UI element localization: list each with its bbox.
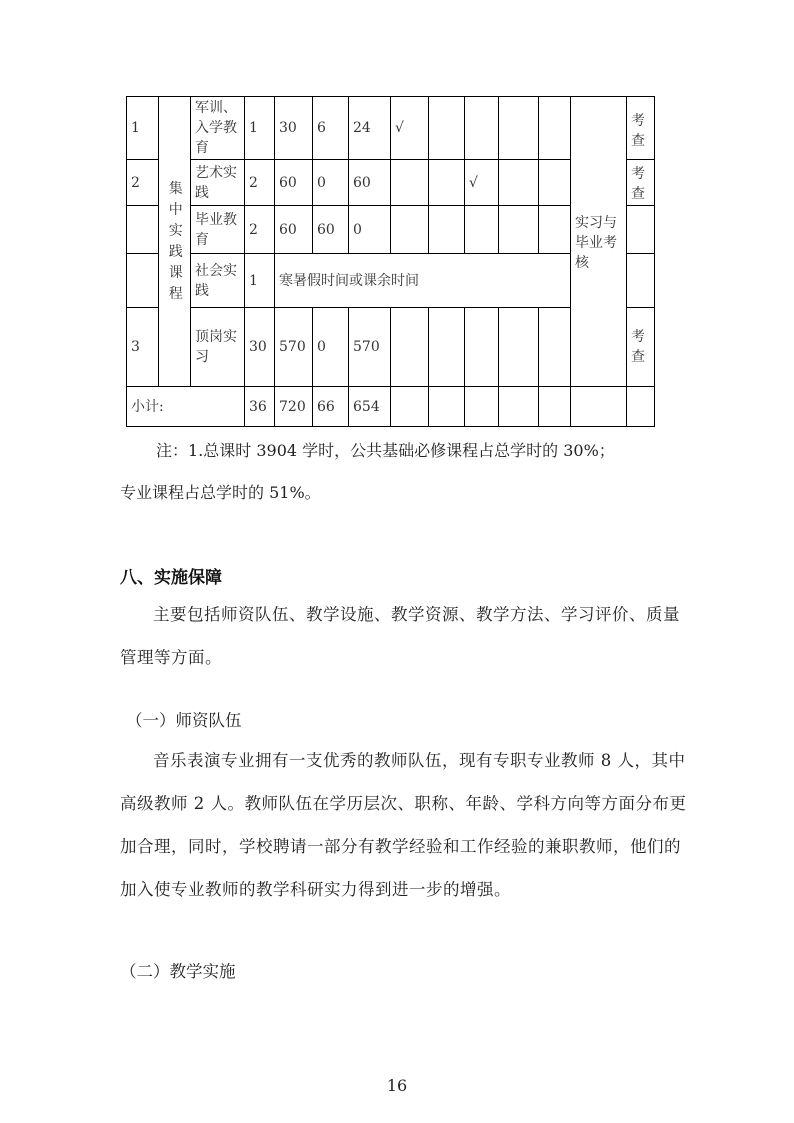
table-note-line-2: 专业课程占总学时的 51%。 <box>120 483 321 502</box>
table-row <box>127 97 655 160</box>
subsection-heading: （一）师资队伍 <box>126 711 242 730</box>
remark-text: 实习与毕业考核 <box>575 214 617 271</box>
assessment-cell: 考查 <box>627 308 655 387</box>
course-name: 艺术实践 <box>191 160 245 206</box>
row-number <box>127 254 159 308</box>
credit-cell: 1 <box>245 97 275 160</box>
section-intro-paragraph: 主要包括师资队伍、教学设施、教学资源、教学方法、学习评价、质量管理等方面。 <box>120 605 680 667</box>
row-number: 3 <box>127 308 159 387</box>
remark-cell <box>571 97 627 387</box>
assessment-cell: 考查 <box>627 160 655 206</box>
practice-hours-cell: 0 <box>349 206 391 254</box>
section-heading: 八、实施保障 <box>120 568 222 588</box>
row-number <box>127 206 159 254</box>
row-number: 2 <box>127 160 159 206</box>
subtotal-total-hours: 720 <box>275 387 313 427</box>
course-category-cell <box>159 97 191 387</box>
subtotal-row <box>127 387 655 427</box>
total-hours-cell: 60 <box>275 160 313 206</box>
subtotal-label: 小计: <box>127 387 245 427</box>
course-name: 社会实践 <box>191 254 245 308</box>
assessment-cell: 考查 <box>627 97 655 160</box>
page-number: 16 <box>386 1076 408 1095</box>
credit-cell: 2 <box>245 206 275 254</box>
theory-hours-cell: 0 <box>313 160 349 206</box>
table-note-line-1: 注：1.总课时 3904 学时，公共基础必修课程占总学时的 30%； <box>156 441 615 460</box>
course-name: 顶岗实习 <box>191 308 245 387</box>
practice-hours-cell: 570 <box>349 308 391 387</box>
course-plan-table <box>126 96 655 427</box>
subsection-heading: （二）教学实施 <box>120 962 236 981</box>
total-hours-cell: 570 <box>275 308 313 387</box>
course-name: 毕业教育 <box>191 206 245 254</box>
practice-hours-cell: 24 <box>349 97 391 160</box>
subtotal-credit: 36 <box>245 387 275 427</box>
credit-cell: 30 <box>245 308 275 387</box>
subtotal-theory-hours: 66 <box>313 387 349 427</box>
credit-cell: 2 <box>245 160 275 206</box>
row-number: 1 <box>127 97 159 160</box>
assessment-cell <box>627 206 655 254</box>
course-category: 集中实践课程 <box>168 180 183 302</box>
total-hours-cell: 30 <box>275 97 313 160</box>
semester-check: √ <box>465 160 499 206</box>
total-hours-cell: 60 <box>275 206 313 254</box>
semester-check: √ <box>391 97 429 160</box>
practice-hours-cell: 60 <box>349 160 391 206</box>
faculty-paragraph: 音乐表演专业拥有一支优秀的教师队伍，现有专职专业教师 8 人，其中高级教师 2 人。教师队伍在学历层次、职称、年龄、学科方向等方面分布更加合理，同时，学校聘请一部分有教学经验和工作经验的兼职教师，他们的加入使专业教师的教学科研实力得到进一步的增强。 <box>120 751 687 899</box>
subtotal-practice-hours: 654 <box>349 387 391 427</box>
assessment-cell <box>627 254 655 308</box>
course-name: 军训、入学教育 <box>191 97 245 160</box>
schedule-note-cell: 寒暑假时间或课余时间 <box>275 254 571 308</box>
theory-hours-cell: 6 <box>313 97 349 160</box>
credit-cell: 1 <box>245 254 275 308</box>
theory-hours-cell: 60 <box>313 206 349 254</box>
theory-hours-cell: 0 <box>313 308 349 387</box>
